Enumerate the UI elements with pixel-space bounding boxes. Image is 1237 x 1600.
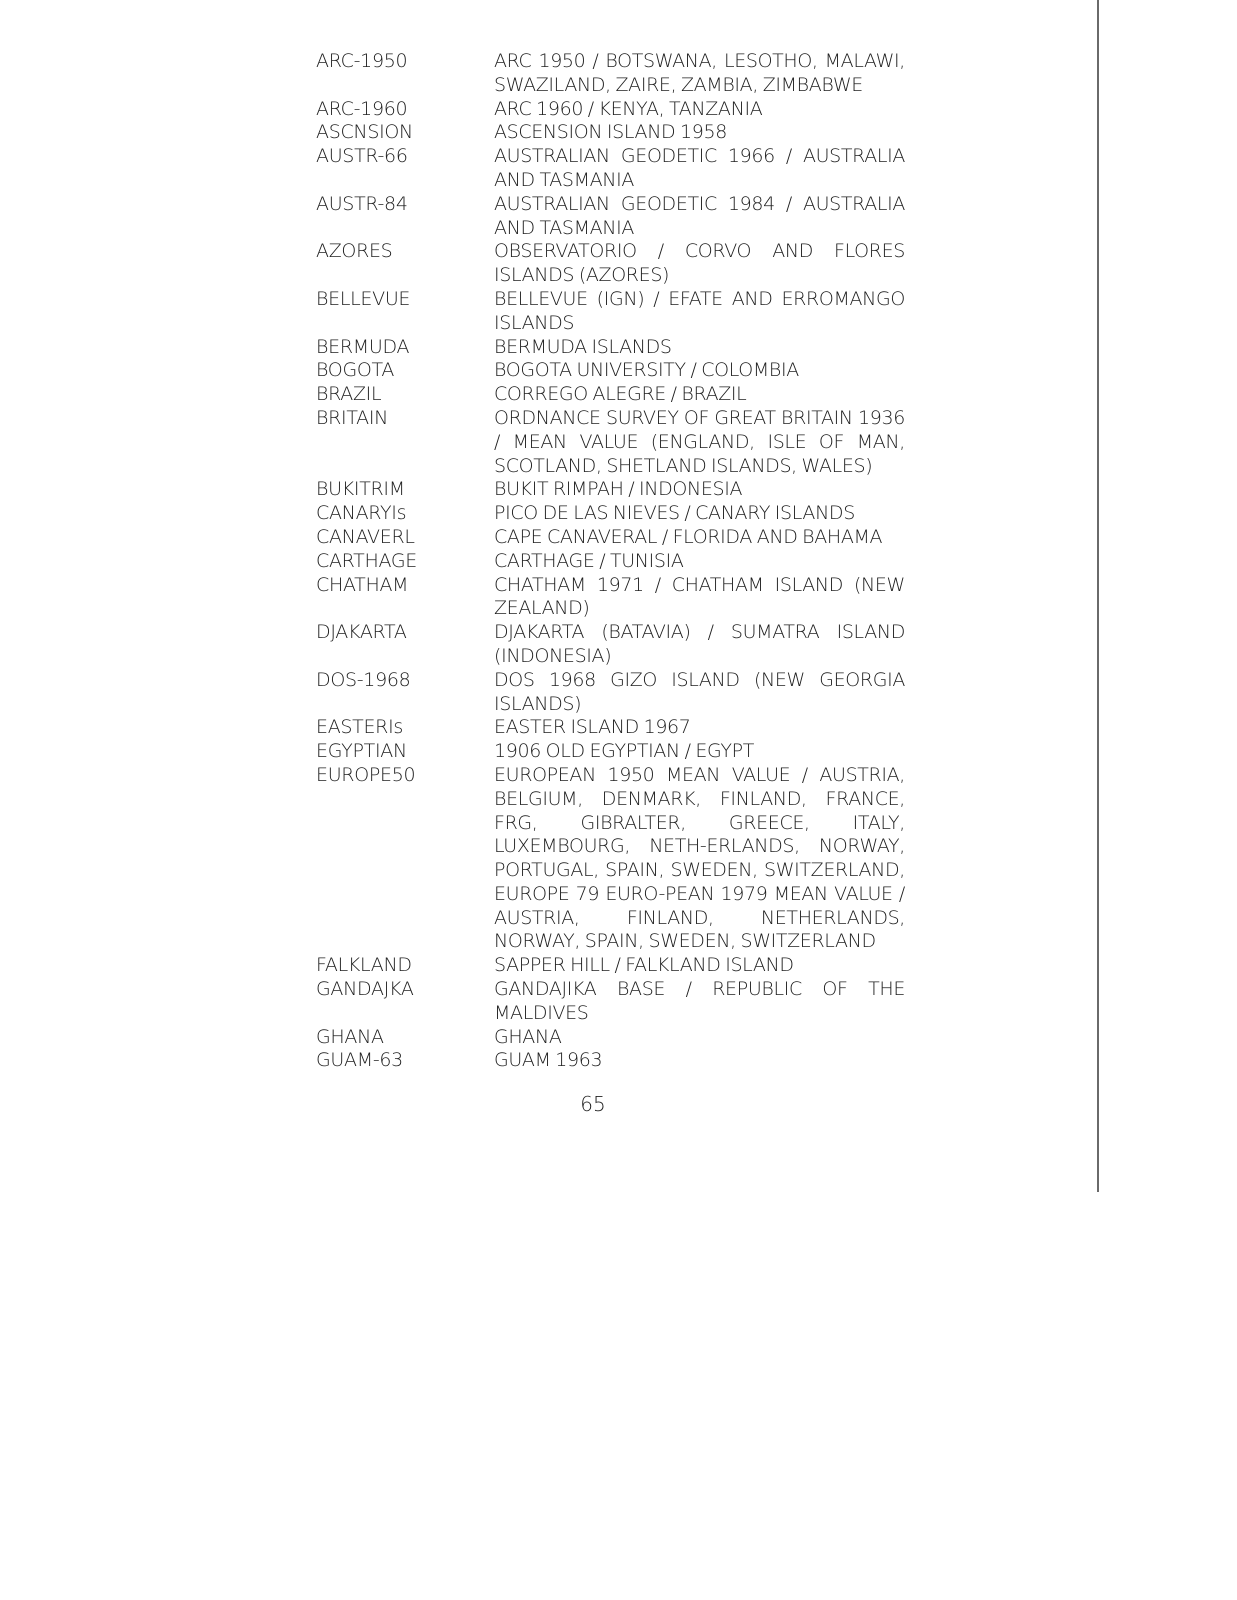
datum-row [316, 764, 916, 954]
datum-description: ARC 1950 / BOTSWANA, LESOTHO, MALAWI, SWAZILAND, ZAIRE, ZAMBIA, ZIMBABWE [494, 50, 905, 96]
datum-code: EUROPE50 [316, 763, 416, 786]
datum-description: CHATHAM 1971 / CHATHAM ISLAND (NEW ZEALAND) [494, 573, 905, 620]
datum-code: CANAVERL [316, 525, 415, 548]
datum-row [316, 574, 916, 622]
datum-row [316, 240, 916, 288]
datum-description: GHANA [494, 1025, 562, 1048]
datum-description: GANDAJIKA BASE / REPUBLIC OF THE MALDIVES [494, 978, 905, 1024]
datum-code: BRITAIN [316, 406, 389, 429]
datum-description: AUSTRALIAN GEODETIC 1966 / AUSTRALIA AND TASMANIA [494, 145, 905, 191]
datum-description: EASTER ISLAND 1967 [494, 716, 691, 739]
datum-code: ARC-1960 [316, 97, 408, 120]
datum-code: GHANA [316, 1025, 384, 1048]
datum-description: PICO DE LAS NIEVES / CANARY ISLANDS [494, 502, 855, 525]
datum-row [316, 550, 916, 574]
datum-row [316, 621, 916, 669]
datum-description: BERMUDA ISLANDS [494, 335, 672, 358]
datum-code: BRAZIL [316, 383, 382, 406]
datum-code: DJAKARTA [316, 621, 407, 644]
datum-row [316, 478, 916, 502]
datum-row [316, 50, 916, 98]
datum-code: DOS-1968 [316, 668, 411, 691]
datum-description: ASCENSION ISLAND 1958 [494, 121, 727, 144]
datum-code: BUKITRIM [316, 478, 405, 501]
datum-row [316, 193, 916, 241]
datum-description: 1906 OLD EGYPTIAN / EGYPT [494, 740, 755, 763]
datum-code: EGYPTIAN [316, 740, 407, 763]
datum-description: EUROPEAN 1950 MEAN VALUE / AUSTRIA, BELGIUM, DENMARK, FINLAND, FRANCE, FRG, GIBRALTER, GREECE, ITALY, LUXEMBOURG, NETH-ERLANDS, NORWAY, PORTUGAL, SPAIN, SWEDEN, SWITZERLAND, EUROPE 79 EURO-PEAN 1979 MEAN VALUE / AUSTRIA, FINLAND, NETHERLANDS, NORWAY, SPAIN, SWEDEN, SWITZERLAND [494, 763, 905, 953]
datum-code: CANARYIs [316, 502, 407, 525]
datum-description: BOGOTA UNIVERSITY / COLOMBIA [494, 359, 799, 382]
datum-description: BUKIT RIMPAH / INDONESIA [494, 478, 743, 501]
datum-code: GANDAJKA [316, 978, 414, 1001]
datum-code: AUSTR-66 [316, 145, 408, 168]
datum-row [316, 1049, 916, 1073]
datum-row [316, 669, 916, 717]
datum-code: ARC-1950 [316, 50, 408, 72]
datum-description: SAPPER HILL / FALKLAND ISLAND [494, 954, 794, 977]
datum-row [316, 502, 916, 526]
datum-description: ARC 1960 / KENYA, TANZANIA [494, 97, 763, 120]
datum-code: GUAM-63 [316, 1049, 403, 1072]
datum-row [316, 121, 916, 145]
page-number: 65 [580, 1092, 606, 1116]
datum-code: ASCNSION [316, 121, 413, 144]
datum-code: CARTHAGE [316, 549, 417, 572]
datum-row [316, 288, 916, 336]
datum-code: AUSTR-84 [316, 192, 408, 215]
datum-description: OBSERVATORIO / CORVO AND FLORES ISLANDS (AZORES) [494, 240, 905, 287]
datum-row [316, 716, 916, 740]
datum-row [316, 526, 916, 550]
datum-description: ORDNANCE SURVEY OF GREAT BRITAIN 1936 / MEAN VALUE (ENGLAND, ISLE OF MAN, SCOTLAND, SHETLAND ISLANDS, WALES) [494, 406, 905, 477]
datum-row [316, 359, 916, 383]
datum-row [316, 336, 916, 360]
datum-description: DJAKARTA (BATAVIA) / SUMATRA ISLAND (INDONESIA) [494, 621, 905, 667]
datum-code: AZORES [316, 240, 393, 263]
datum-row [316, 407, 916, 478]
datum-code: FALKLAND [316, 954, 412, 977]
datum-description: DOS 1968 GIZO ISLAND (NEW GEORGIA ISLANDS) [494, 668, 905, 715]
datum-row [316, 1026, 916, 1050]
datum-row [316, 978, 916, 1026]
page-edge-line [1097, 0, 1099, 1192]
datum-code: CHATHAM [316, 573, 409, 596]
datum-code: BERMUDA [316, 335, 410, 358]
datum-code: BOGOTA [316, 359, 395, 382]
datum-row [316, 740, 916, 764]
datum-description: CARTHAGE / TUNISIA [494, 549, 684, 572]
datum-description: BELLEVUE (IGN) / EFATE AND ERROMANGO ISLANDS [494, 287, 905, 334]
datum-code: EASTERIs [316, 716, 403, 739]
datum-row [316, 954, 916, 978]
datum-row [316, 383, 916, 407]
datum-row [316, 98, 916, 122]
datum-table [316, 50, 916, 1073]
datum-description: GUAM 1963 [494, 1049, 603, 1072]
datum-description: CORREGO ALEGRE / BRAZIL [494, 383, 747, 406]
datum-description: CAPE CANAVERAL / FLORIDA AND BAHAMA [494, 525, 883, 548]
datum-row [316, 145, 916, 193]
datum-description: AUSTRALIAN GEODETIC 1984 / AUSTRALIA AND TASMANIA [494, 192, 905, 239]
datum-code: BELLEVUE [316, 287, 411, 310]
